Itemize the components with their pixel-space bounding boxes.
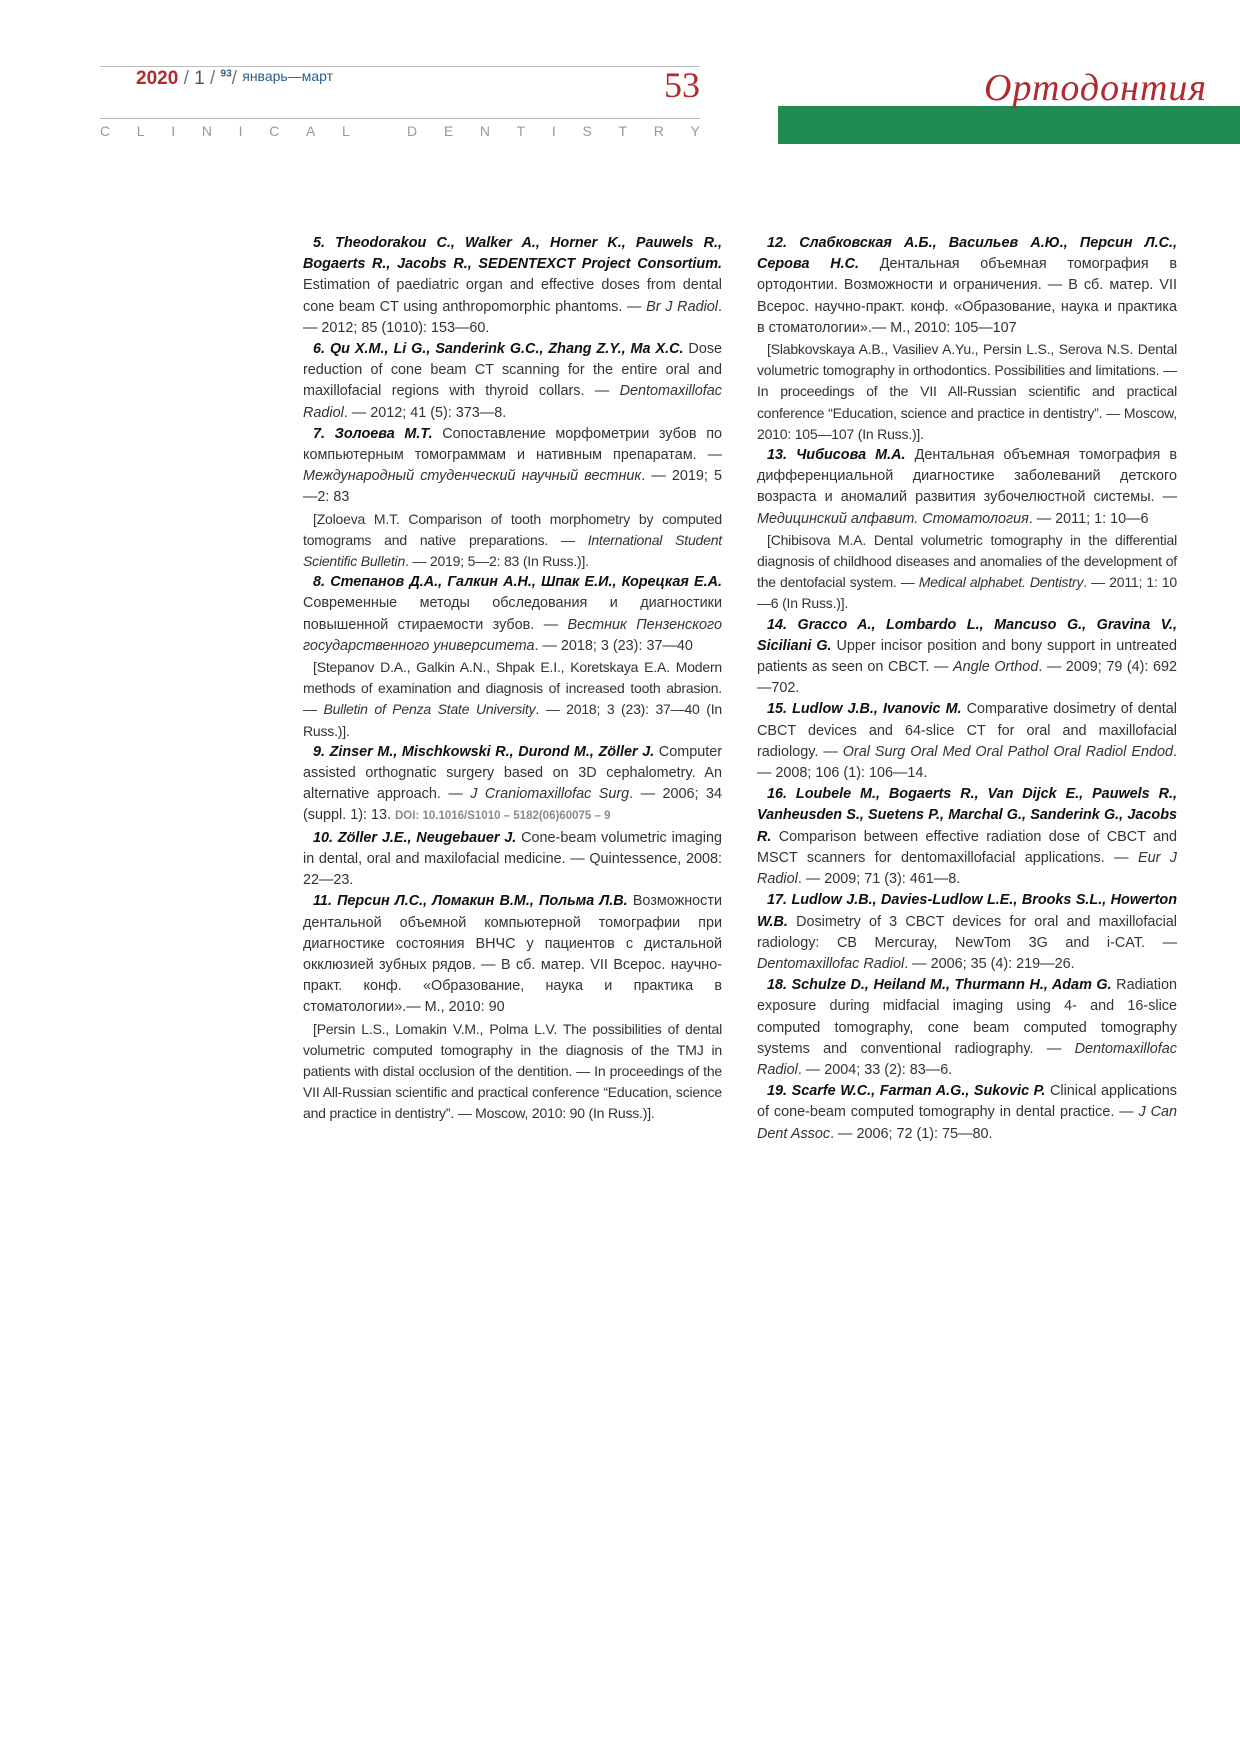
journal-letter: L: [136, 123, 145, 139]
reference-number: 14.: [767, 616, 798, 633]
reference-journal: Angle Orthod: [952, 659, 1039, 676]
reference-authors: Ludlow J.B., Ivanovic M.: [792, 701, 962, 718]
reference-authors: Слабковская А.Б., Васильев А.Ю., Персин Л.С., Серова Н.С.: [757, 235, 1177, 273]
journal-gap: [376, 123, 380, 139]
reference-text: Cone-beam volumetric imaging in dental, oral and maxilofacial medicine. — Quintessence, 2008: 22—23.: [303, 829, 722, 889]
reference-translation-details: . — 2018; 3 (23): 37—40 (In Russ.)].: [303, 701, 722, 739]
reference-translation-text: [Persin L.S., Lomakin V.M., Polma L.V. The possibilities of dental volumetric computed tomography in the diagnosis of the TMJ in patients with distal occlusion of the dentition. — In proceedings of the VII All-Russian scientific and practical conference “Education, science and practice in dentistry”. — Moscow, 2010: 90 (In Russ.)].: [303, 1020, 722, 1122]
reference-authors: Scarfe W.C., Farman A.G., Sukovic P.: [791, 1083, 1046, 1100]
reference-item: [757, 890, 1177, 975]
journal-letter: T: [618, 123, 628, 139]
reference-item: [303, 572, 722, 742]
reference-item: [303, 233, 722, 339]
journal-letter: I: [238, 123, 243, 139]
journal-letter: I: [551, 123, 556, 139]
reference-details: . — 2019; 5—2: 83: [303, 468, 722, 506]
journal-letter: A: [305, 123, 316, 139]
reference-journal: Dentomaxillofac Radiol: [303, 383, 722, 421]
reference-details: . — 2018; 3 (23): 37—40: [534, 637, 693, 654]
reference-authors: Чибисова М.А.: [796, 447, 906, 464]
reference-number: 11.: [313, 893, 338, 910]
journal-letter: N: [479, 123, 490, 139]
reference-translation-journal: Medical alphabet. Dentistry: [918, 574, 1084, 591]
reference-number: 9.: [313, 743, 330, 760]
reference-authors: Персин Л.С., Ломакин В.М., Польма Л.В.: [337, 893, 628, 910]
section-title: Ортодонтия: [984, 67, 1208, 109]
reference-item: [303, 339, 722, 424]
reference-number: 16.: [767, 786, 796, 803]
reference-journal: J Can Dent Assoc: [757, 1104, 1177, 1142]
reference-translation: [757, 339, 1177, 445]
reference-text: Comparative dosimetry of dental CBCT devices and 64-slice CT for oral and maxillofacial radiology. —: [757, 701, 1177, 760]
reference-item: [757, 1081, 1177, 1145]
reference-translation-journal: Bulletin of Penza State University: [323, 701, 536, 718]
reference-translation-journal: International Student Scientific Bulletin: [303, 531, 722, 570]
reference-number: 18.: [767, 977, 792, 994]
reference-authors: Ludlow J.B., Davies-Ludlow L.E., Brooks S.L., Howerton W.B.: [757, 892, 1177, 930]
reference-details: . — 2006; 34 (suppl. 1): 13.: [303, 786, 722, 824]
reference-journal: Dentomaxillofac Radiol: [757, 1040, 1177, 1078]
reference-number: 15.: [767, 701, 793, 718]
journal-letter: T: [516, 123, 526, 139]
reference-journal: Eur J Radiol: [757, 849, 1177, 888]
reference-details: . — 2006; 35 (4): 219—26.: [904, 955, 1075, 972]
reference-translation: [303, 1019, 722, 1125]
reference-details: . — 2011; 1: 10—6: [1028, 510, 1149, 527]
issue-months: январь—март: [242, 68, 333, 84]
journal-letter: I: [171, 123, 176, 139]
journal-letter: E: [443, 123, 454, 139]
reference-details: . — 2009; 79 (4): 692—702.: [757, 659, 1177, 697]
reference-details: . — 2012; 41 (5): 373—8.: [343, 404, 507, 421]
reference-number: 8.: [313, 574, 331, 591]
reference-details: . — 2008; 106 (1): 106—14.: [757, 743, 1177, 782]
issue-info: 2020 / 1 / $^{93}$/ январь—март: [136, 68, 333, 89]
reference-authors: Zinser M., Mischkowski R., Durond M., Zöller J.: [329, 743, 655, 760]
journal-letter: L: [342, 123, 350, 139]
reference-number: 5.: [313, 235, 336, 251]
page-number: 53: [664, 65, 700, 105]
reference-text: Dose reduction of cone beam CT scanning for the entire oral and maxillofacial regions with thyroid collars. —: [303, 341, 723, 400]
reference-text: Сопоставление морфометрии зубов по компьютерным томограммам и нативным препаратам. —: [303, 425, 722, 464]
reference-translation: [303, 657, 722, 742]
reference-journal: Oral Surg Oral Med Oral Pathol Oral Radiol Endod: [842, 743, 1173, 760]
reference-item: [757, 699, 1177, 784]
reference-text: Comparison between effective radiation dose of CBCT and MSCT scanners for dentomaxillofacial applications. —: [757, 828, 1177, 866]
reference-authors: Степанов Д.А., Галкин А.Н., Шпак Е.И., Корецкая Е.А.: [330, 574, 722, 591]
reference-details: . — 2009; 71 (3): 461—8.: [797, 871, 961, 888]
reference-number: 17.: [767, 892, 792, 909]
reference-translation-text: [Chibisova M.A. Dental volumetric tomography in the differential diagnosis of childhood diseases and anomalies of the development of the dentofacial system. —: [757, 531, 1177, 591]
reference-text: Computer assisted orthognatic surgery based on 3D cephalometry. An alternative approach. —: [303, 743, 722, 803]
reference-translation: [303, 509, 722, 573]
issue-number: 1: [194, 68, 205, 89]
journal-letter: C: [100, 123, 111, 139]
reference-details: . — 2006; 72 (1): 75—80.: [830, 1125, 993, 1142]
reference-text: Clinical applications of cone-beam computed tomography in dental practice. —: [757, 1083, 1177, 1121]
reference-number: 10.: [313, 829, 338, 846]
reference-journal: Медицинский алфавит. Стоматология: [757, 510, 1029, 527]
reference-text: Дентальная объемная томография в ортодонтии. Возможности и ограничения. — В сб. матер. VII Всерос. научно-практ. конф. «Образование, наука и практика в стоматологии».— М., 2010: 105—107: [757, 256, 1177, 336]
journal-letter: Y: [690, 123, 700, 139]
journal-letter: N: [201, 123, 212, 139]
reference-authors: Zöller J.E., Neugebauer J.: [337, 829, 517, 846]
reference-journal: Dentomaxillofac Radiol: [757, 955, 905, 972]
reference-item: [757, 975, 1177, 1081]
journal-letter: S: [582, 123, 592, 139]
reference-details: . — 2012; 85 (1010): 153—60.: [303, 298, 722, 336]
reference-text: Dosimetry of 3 CBCT devices for oral and maxillofacial radiology: CB Mercuray, NewTom 3G and i-CAT. —: [757, 913, 1177, 951]
references-left-column: [303, 233, 722, 1125]
reference-text: Upper incisor position and bony support in untreated patients as seen on CBCT. —: [757, 637, 1177, 676]
section-bar: [778, 106, 1240, 144]
journal-letter: C: [269, 123, 280, 139]
reference-item: [303, 424, 722, 572]
reference-item: [757, 233, 1177, 445]
reference-number: 7.: [313, 425, 335, 442]
reference-item: [303, 891, 722, 1124]
reference-translation-details: . — 2019; 5—2: 83 (In Russ.)].: [405, 553, 589, 570]
reference-translation-details: . — 2011; 1: 10—6 (In Russ.)].: [757, 574, 1177, 612]
issue-total: 93: [220, 68, 232, 80]
reference-text: Radiation exposure during midfacial imaging using 4- and 16-slice computed tomography, cone beam computed tomography systems and conventional radiography. —: [757, 977, 1177, 1057]
reference-details: . — 2004; 33 (2): 83—6.: [797, 1061, 953, 1078]
reference-text: Возможности дентальной объемной компьютерной томографии при диагностике состояния ВНЧС у пациентов с дистальной окклюзией зубных рядов. — В сб. матер. VII Всерос. научно-практ. конф. «Образование, наука и практика в стоматологии».— М., 2010: 90: [303, 893, 722, 1016]
reference-item: [303, 742, 722, 828]
reference-authors: Qu X.M., Li G., Sanderink G.C., Zhang Z.Y., Ma X.C.: [329, 341, 684, 358]
reference-item: [757, 445, 1177, 615]
journal-letter: R: [653, 123, 664, 139]
reference-journal: Вестник Пензенского государственного университета: [303, 616, 722, 654]
reference-authors: Theodorakou C., Walker A., Horner K., Pauwels R., Bogaerts R., Jacobs R., SEDENTEXCT Project Consortium.: [303, 235, 723, 273]
references-right-column: [757, 233, 1177, 1145]
journal-title: [100, 123, 700, 139]
header-top-rule: [100, 66, 700, 67]
reference-text: Дентальная объемная томография в дифференциальной диагностике заболеваний детского возраста и аномалий развития зубочелюстной системы. —: [757, 447, 1177, 506]
reference-translation-text: [Slabkovskaya A.B., Vasiliev A.Yu., Persin L.S., Serova N.S. Dental volumetric tomography in orthodontics. Possibilities and limitations. — In proceedings of the VII All-Russian scientific and practical conference “Education, science and practice in dentistry”. — Moscow, 2010: 105—107 (In Russ.)].: [757, 341, 1177, 442]
reference-text: Современные методы обследования и диагностики повышенной стираемости зубов. —: [303, 595, 722, 633]
header-bottom-rule: [100, 118, 700, 119]
reference-authors: Gracco A., Lombardo L., Mancuso G., Gravina V., Siciliani G.: [757, 616, 1177, 654]
reference-number: 13.: [767, 447, 797, 464]
reference-authors: Золоева М.Т.: [334, 425, 433, 442]
reference-text: Estimation of paediatric organ and effective doses from dental cone beam CT using anthropomorphic phantoms. —: [303, 277, 722, 315]
reference-translation: [757, 530, 1177, 615]
reference-translation-text: [Zoloeva M.T. Comparison of tooth morphometry by computed tomograms and native preparations. —: [303, 510, 722, 548]
reference-number: 6.: [313, 341, 330, 358]
journal-letter: D: [407, 123, 418, 139]
reference-journal: Br J Radiol: [646, 298, 718, 315]
reference-journal: Международный студенческий научный вестник: [303, 468, 642, 485]
reference-authors: Schulze D., Heiland M., Thurmann H., Adam G.: [791, 977, 1112, 994]
reference-doi: DOI: 10.1016/S1010 – 5182(06)60075 – 9: [395, 810, 611, 823]
reference-item: [757, 615, 1177, 700]
reference-authors: Loubele M., Bogaerts R., Van Dijck E., Pauwels R., Vanheusden S., Suetens P., Marchal G., Sanderink G., Jacobs R.: [757, 786, 1177, 845]
reference-item: [303, 828, 722, 892]
reference-translation-text: [Stepanov D.A., Galkin A.N., Shpak E.I., Koretskaya E.A. Modern methods of examination and diagnosis of increased tooth abrasion. —: [303, 659, 722, 718]
reference-number: 19.: [767, 1083, 792, 1100]
reference-item: [757, 784, 1177, 890]
reference-journal: J Craniomaxillofac Surg: [470, 786, 630, 803]
issue-year: 2020: [136, 68, 179, 89]
reference-number: 12.: [767, 235, 800, 251]
